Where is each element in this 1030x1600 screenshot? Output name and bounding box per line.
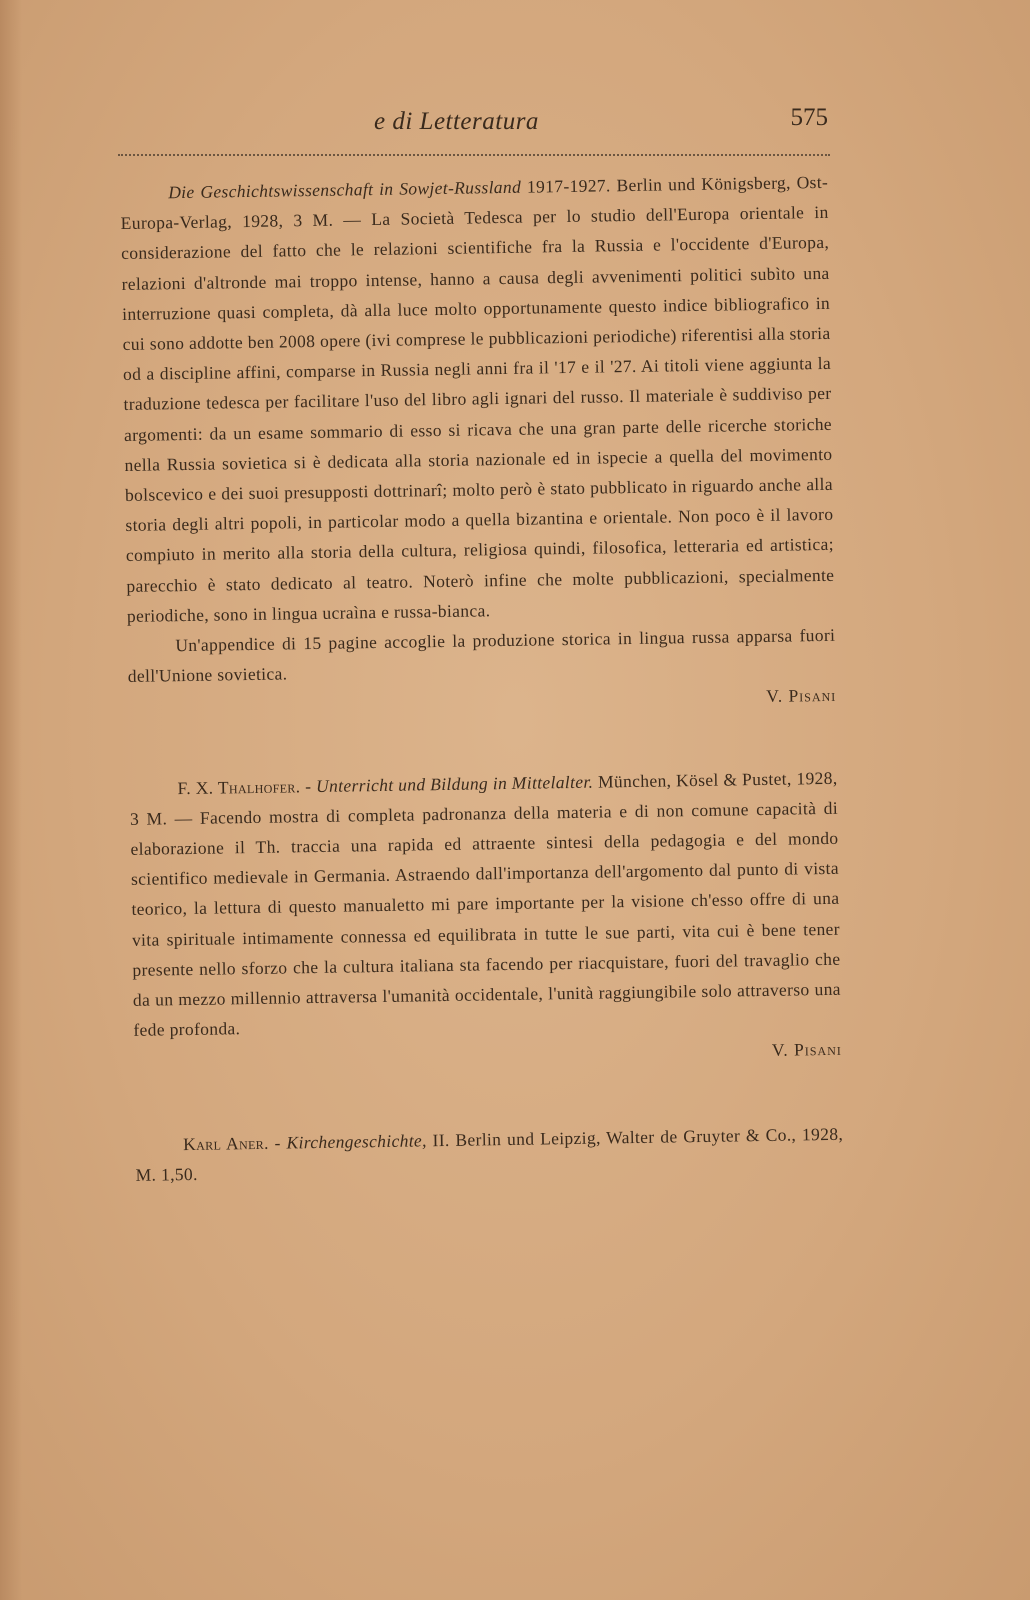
review-body: II. Berlin und Leipzig, Walter de Gruyter & Co., 1928, M. 1,50. bbox=[135, 1123, 844, 1185]
page-content bbox=[120, 167, 844, 1190]
review-title: Kirchengeschichte, bbox=[286, 1129, 427, 1153]
review-appendix-paragraph: Un'appendice di 15 pagine accoglie la produzione storica in lingua russa apparsa fuori dell'Unione sovietica. bbox=[127, 624, 836, 687]
review-signature: V. Pisani bbox=[771, 1039, 842, 1061]
review-paragraph bbox=[120, 167, 835, 631]
review-separator: - bbox=[300, 775, 317, 796]
review-paragraph bbox=[135, 1118, 844, 1190]
review-aner bbox=[135, 1118, 844, 1190]
page-number: 575 bbox=[790, 104, 828, 131]
review-title: Unterricht und Bildung in Mittelalter. bbox=[315, 771, 594, 796]
review-body: München, Kösel & Pustet, 1928, 3 M. — Facendo mostra di completa padronanza della materia e di non comune capacità di elaborazione il Th. traccia una rapida ed attraente sintesi della pedagogia e del mondo scientifico medievale in Germania. Astraendo dall'importanza dell'argomento dal punto di vista teorico, la lettura di questo manualetto mi pare importante per la visione ch'esso offre di una vita spirituale intimamente connessa ed equilibrata in tutte le sue parti, vita cui è bene tener presente nello sforzo che la cultura italiana sta facendo per riacquistare, fuori del travaglio che da un mezzo millennio attraversa l'umanità occidentale, l'unità raggiungibile solo attraverso una fede profonda. bbox=[129, 767, 841, 1041]
page-header bbox=[118, 104, 830, 148]
review-thalhofer bbox=[129, 762, 842, 1075]
review-author: Karl Aner. bbox=[183, 1132, 269, 1154]
review-author: F. X. Thalhofer. bbox=[177, 775, 301, 798]
review-separator: - bbox=[268, 1132, 287, 1153]
review-signature: V. Pisani bbox=[766, 685, 837, 707]
review-geschichtswissenschaft bbox=[120, 167, 836, 722]
review-title: Die Geschichtswissenschaft in Sowjet-Russland bbox=[168, 176, 522, 203]
review-paragraph bbox=[129, 762, 841, 1045]
header-rule bbox=[118, 154, 830, 156]
review-body: 1917-1927. Berlin und Königsberg, Ost-Europa-Verlag, 1928, 3 M. — La Società Tedesca per lo studio dell'Europa orientale in considerazione del fatto che le relazioni scientifiche fra la Russia e l'occidente d'Europa, relazioni d'altronde mai troppo intense, hanno a causa degli avvenimenti politici subìto una interruzione quasi completa, dà alla luce molto opportunamente questo indice bibliografico in cui sono addotte ben 2008 opere (ivi comprese le pubblicazioni periodiche) riferentisi alla storia od a discipline affini, comparse in Russia negli anni fra il '17 e il '27. Ai titoli viene aggiunta la traduzione tedesca per facilitare l'uso del libro agli ignari del russo. Il materiale è suddiviso per argomenti: da un esame sommario di esso si ricava che una gran parte delle ricerche storiche nella Russia sovietica si è dedicata alla storia nazionale ed in ispecie a quella del movimento bolscevico e dei suoi presupposti dottrinarî; molto però è stato pubblicato in riguardo anche alla storia degli altri popoli, in particolar modo a quella bizantina e orientale. Non poco è il lavoro compiuto in merito alla storia della cultura, religiosa quindi, filosofica, letteraria ed artistica; parecchio è stato dedicato al teatro. Noterò infine che molte pubblicazioni, specialmente periodiche, sono in lingua ucraìna e russa-bianca. bbox=[120, 171, 835, 626]
page-spine-shadow bbox=[0, 0, 22, 1600]
running-title: e di Letteratura bbox=[374, 108, 539, 135]
